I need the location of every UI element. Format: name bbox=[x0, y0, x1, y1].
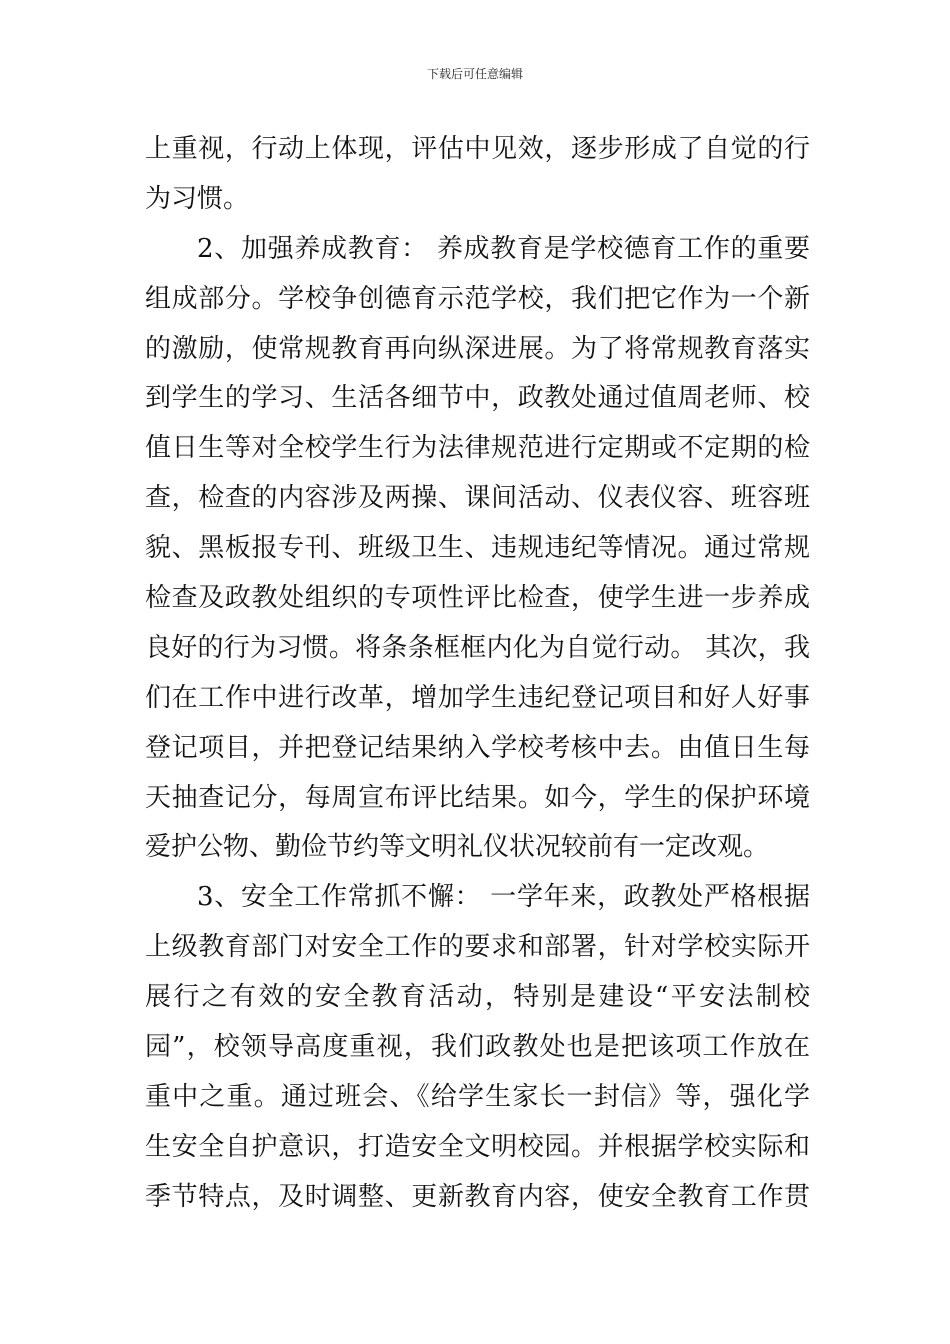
text-line: 的激励，使常规教育再向纵深进展。为了将常规教育落实 bbox=[145, 333, 810, 364]
text-line: 展行之有效的安全教育活动，特别是建设“平安法制校 bbox=[145, 982, 810, 1013]
text-line: 生安全自护意识，打造安全文明校园。并根据学校实际和 bbox=[145, 1131, 810, 1162]
text-line: 季节特点，及时调整、更新教育内容，使安全教育工作贯 bbox=[145, 1181, 810, 1212]
text-line: 貌、黑板报专刊、班级卫生、违规违纪等情况。通过常规 bbox=[145, 533, 810, 564]
text-line: 2、加强养成教育： 养成教育是学校德育工作的重要 bbox=[197, 233, 810, 264]
text-line: 到学生的学习、生活各细节中，政教处通过值周老师、校 bbox=[145, 383, 810, 414]
text-line: 天抽查记分，每周宣布评比结果。如今，学生的保护环境 bbox=[145, 782, 810, 813]
document-body bbox=[145, 125, 810, 1223]
text-line: 登记项目，并把登记结果纳入学校考核中去。由值日生每 bbox=[145, 732, 810, 763]
text-line: 重中之重。通过班会、《给学生家长一封信》等，强化学 bbox=[145, 1081, 810, 1112]
text-line: 上级教育部门对安全工作的要求和部署，针对学校实际开 bbox=[145, 932, 810, 963]
text-line: 们在工作中进行改革，增加学生违纪登记项目和好人好事 bbox=[145, 682, 810, 713]
text-line: 3、安全工作常抓不懈： 一学年来，政教处严格根据 bbox=[197, 882, 810, 913]
text-line: 查，检查的内容涉及两操、课间活动、仪表仪容、班容班 bbox=[145, 483, 810, 514]
text-line: 上重视，行动上体现，评估中见效，逐步形成了自觉的行 bbox=[145, 134, 810, 164]
text-line: 园”，校领导高度重视，我们政教处也是把该项工作放在 bbox=[145, 1032, 810, 1063]
text-line: 爱护公物、勤俭节约等文明礼仪状况较前有一定改观。 bbox=[145, 832, 770, 863]
page-header-note: 下载后可任意编辑 bbox=[426, 67, 523, 81]
text-line: 组成部分。学校争创德育示范学校，我们把它作为一个新 bbox=[145, 283, 810, 314]
text-line: 良好的行为习惯。将条条框框内化为自觉行动。 其次，我 bbox=[145, 632, 810, 663]
text-line: 值日生等对全校学生行为法律规范进行定期或不定期的检 bbox=[145, 433, 810, 464]
text-line: 为习惯。 bbox=[145, 183, 250, 214]
text-line: 检查及政教处组织的专项性评比检查，使学生进一步养成 bbox=[145, 583, 810, 614]
